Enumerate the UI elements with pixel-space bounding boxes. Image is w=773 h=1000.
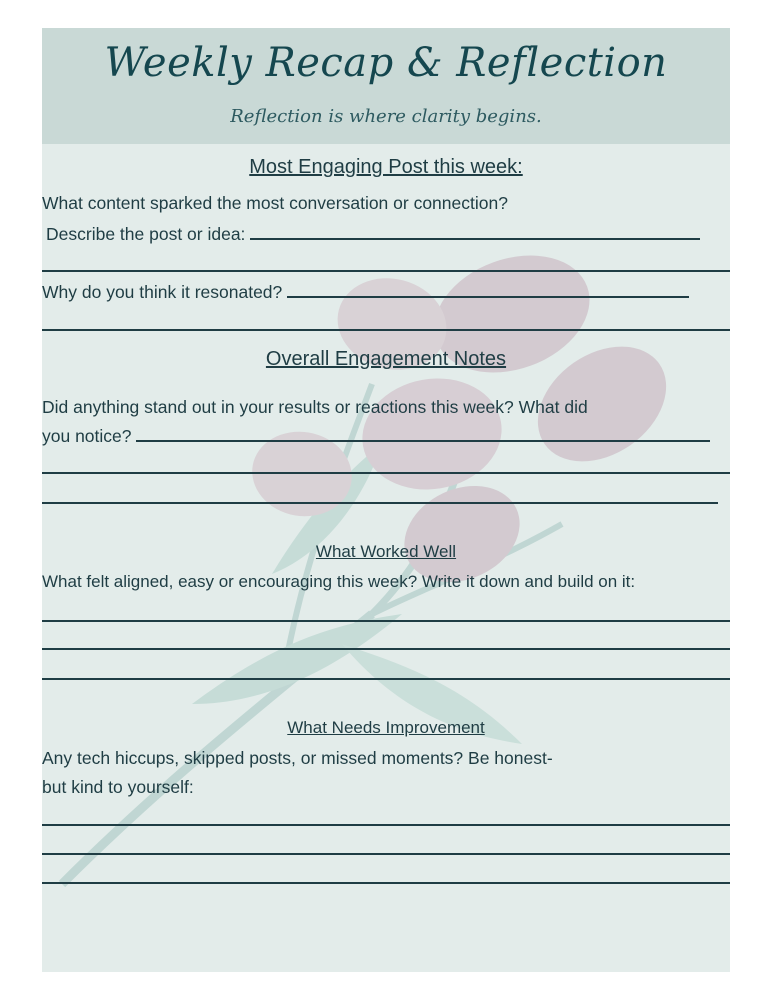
question-text: Why do you think it resonated?	[42, 282, 283, 302]
question-text: Did anything stand out in your results or reactions this week? What did	[42, 397, 588, 417]
answer-line[interactable]	[42, 620, 730, 622]
worksheet-page	[42, 28, 730, 972]
section-heading-improve: What Needs Improvement	[287, 718, 485, 737]
question-text: Any tech hiccups, skipped posts, or missed moments? Be honest-	[42, 748, 553, 768]
answer-line[interactable]	[42, 472, 730, 474]
question-row	[42, 426, 710, 447]
answer-line[interactable]	[42, 502, 718, 504]
answer-line[interactable]	[42, 824, 730, 826]
answer-line[interactable]	[42, 882, 730, 884]
answer-blank[interactable]	[287, 282, 689, 298]
question-text: but kind to yourself:	[42, 777, 194, 797]
answer-line[interactable]	[42, 678, 730, 680]
page-title: Weekly Recap & Reflection	[104, 40, 668, 86]
answer-line[interactable]	[42, 329, 730, 331]
answer-line[interactable]	[42, 270, 730, 272]
question-text: What felt aligned, easy or encouraging this week? Write it down and build on it:	[42, 572, 636, 591]
section-heading-engagement: Overall Engagement Notes	[265, 348, 507, 370]
section-heading-worked: What Worked Well	[315, 542, 457, 561]
section-heading-engaging: Most Engaging Post this week:	[249, 156, 523, 178]
answer-line[interactable]	[42, 853, 730, 855]
header-banner	[42, 28, 730, 144]
question-row	[42, 282, 689, 303]
question-text: What content sparked the most conversation or connection?	[42, 193, 508, 213]
question-text: you notice?	[42, 426, 132, 446]
answer-blank[interactable]	[250, 224, 700, 240]
answer-blank[interactable]	[136, 426, 710, 442]
question-row	[46, 224, 700, 245]
question-text: Describe the post or idea:	[46, 224, 246, 244]
answer-line[interactable]	[42, 648, 730, 650]
page-subtitle: Reflection is where clarity begins.	[230, 106, 542, 127]
